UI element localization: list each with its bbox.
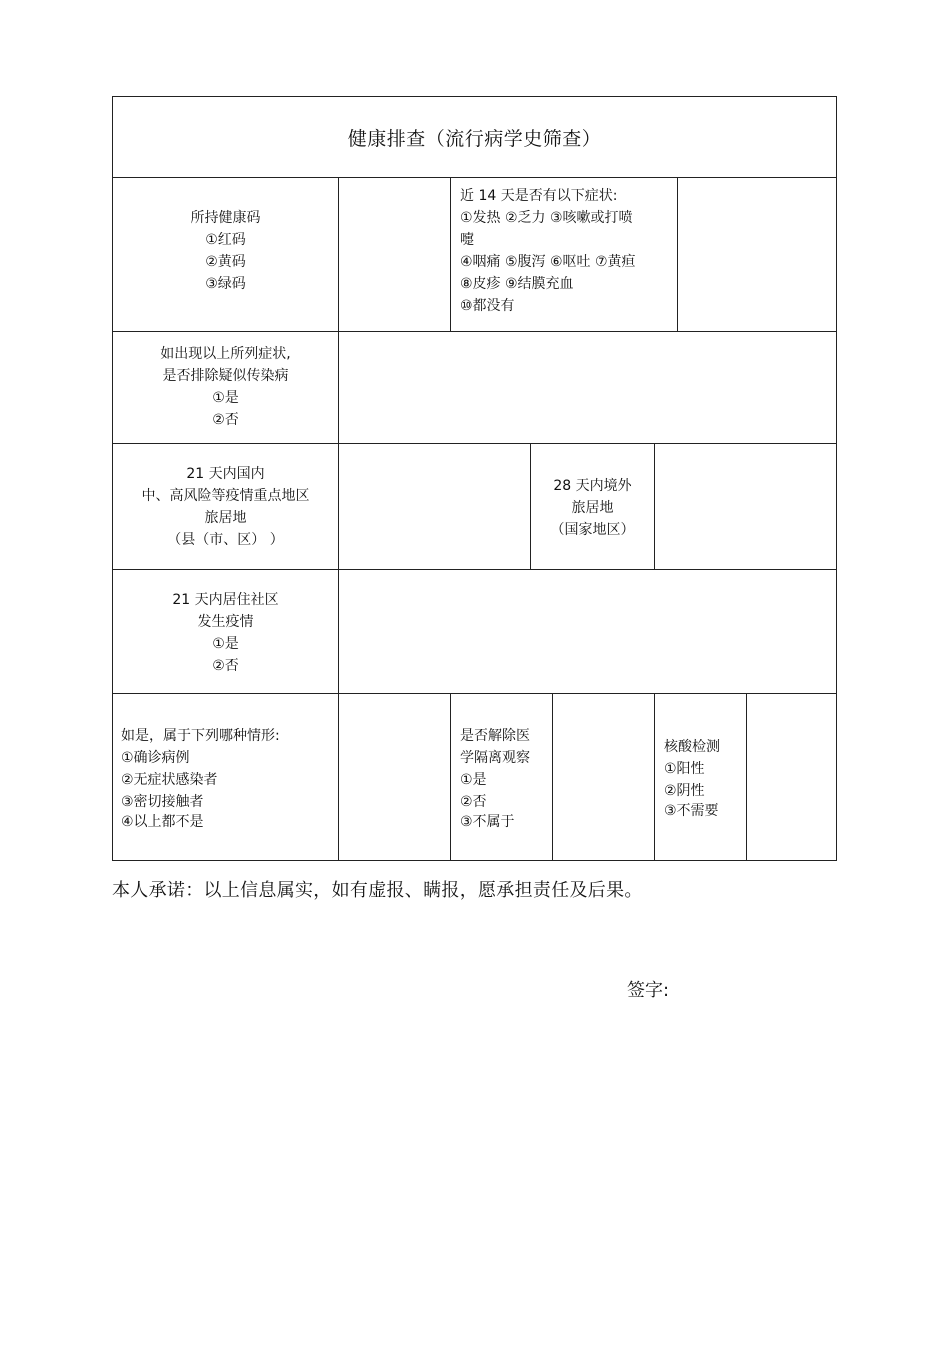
nucleic-option: ③不需要 (664, 803, 719, 819)
overseas-travel-label-cell (531, 475, 654, 541)
exclude-infection-line: 是否排除疑似传染病 (162, 368, 289, 384)
signature-label: 签字: (627, 980, 670, 1001)
symptoms-question-line: ①发热 ②乏力 ③咳嗽或打喷 (460, 210, 633, 226)
case-type-question: 如是，属于下列哪种情形: (121, 728, 280, 744)
symptoms-question-line: ⑧皮疹 ⑨结膜充血 (460, 276, 574, 292)
symptoms-question-cell (460, 185, 675, 317)
col-divider (450, 177, 451, 331)
quarantine-label-cell (460, 725, 552, 831)
overseas-travel-line: 28 天内境外 (553, 478, 632, 494)
case-type-option: ②无症状感染者 (121, 772, 218, 788)
domestic-travel-line: 中、高风险等疫情重点地区 (141, 488, 310, 504)
community-label-cell (113, 589, 338, 677)
row-divider (113, 693, 836, 694)
form-title: 健康排查（流行病学史筛查） (347, 127, 602, 150)
health-code-answer-cell[interactable] (339, 178, 450, 331)
nucleic-option: ②阴性 (664, 783, 705, 799)
case-type-label-cell (121, 725, 336, 831)
case-type-option: ③密切接触者 (121, 794, 204, 810)
col-divider (450, 693, 451, 861)
symptoms-answer-cell[interactable] (678, 178, 836, 331)
quarantine-question-line: 学隔离观察 (460, 750, 530, 766)
domestic-travel-line: 21 天内国内 (186, 466, 265, 482)
health-code-option-red: ①红码 (205, 232, 246, 248)
domestic-travel-label-cell (113, 463, 338, 551)
exclude-infection-option-yes: ①是 (212, 390, 239, 406)
nucleic-question: 核酸检测 (664, 739, 720, 755)
symptoms-question-line: 嚏 (460, 232, 474, 248)
quarantine-option: ③不属于 (460, 814, 515, 830)
health-code-option-green: ③绿码 (205, 276, 246, 292)
health-screening-form (112, 96, 837, 861)
nucleic-option: ①阳性 (664, 761, 705, 777)
domestic-travel-answer-cell[interactable] (339, 444, 530, 569)
community-option-yes: ①是 (212, 636, 239, 652)
exclude-infection-label-cell (113, 343, 338, 431)
case-type-answer-cell[interactable] (339, 694, 450, 861)
quarantine-option: ①是 (460, 772, 487, 788)
symptoms-question-line: ⑩都没有 (460, 298, 515, 314)
exclude-infection-line: 如出现以上所列症状, (160, 346, 291, 362)
case-type-option: ④以上都不是 (121, 814, 204, 830)
symptoms-question-line: 近 14 天是否有以下症状: (460, 188, 618, 204)
nucleic-label-cell (664, 736, 746, 820)
community-line: 21 天内居住社区 (172, 592, 279, 608)
quarantine-answer-cell[interactable] (553, 694, 654, 861)
exclude-infection-option-no: ②否 (212, 412, 239, 428)
community-line: 发生疫情 (197, 614, 254, 630)
promise-statement: 本人承诺：以上信息属实，如有虚报、瞒报，愿承担责任及后果。 (112, 880, 643, 901)
health-code-label-cell (113, 207, 338, 295)
nucleic-answer-cell[interactable] (747, 694, 836, 861)
exclude-infection-answer-cell[interactable] (339, 332, 836, 443)
health-code-option-yellow: ②黄码 (205, 254, 246, 270)
quarantine-question-line: 是否解除医 (460, 728, 530, 744)
domestic-travel-line: 旅居地 (204, 510, 247, 526)
domestic-travel-line: （县（市、区） ） (167, 532, 284, 548)
overseas-travel-line: 旅居地 (571, 500, 614, 516)
health-code-label: 所持健康码 (190, 210, 261, 226)
community-option-no: ②否 (212, 658, 239, 674)
quarantine-option: ②否 (460, 794, 487, 810)
overseas-travel-answer-cell[interactable] (655, 444, 836, 569)
case-type-option: ①确诊病例 (121, 750, 190, 766)
symptoms-question-line: ④咽痛 ⑤腹泻 ⑥呕吐 ⑦黄疸 (460, 254, 636, 270)
overseas-travel-line: （国家地区） (550, 522, 635, 538)
community-answer-cell[interactable] (339, 570, 836, 693)
col-divider (654, 693, 655, 861)
